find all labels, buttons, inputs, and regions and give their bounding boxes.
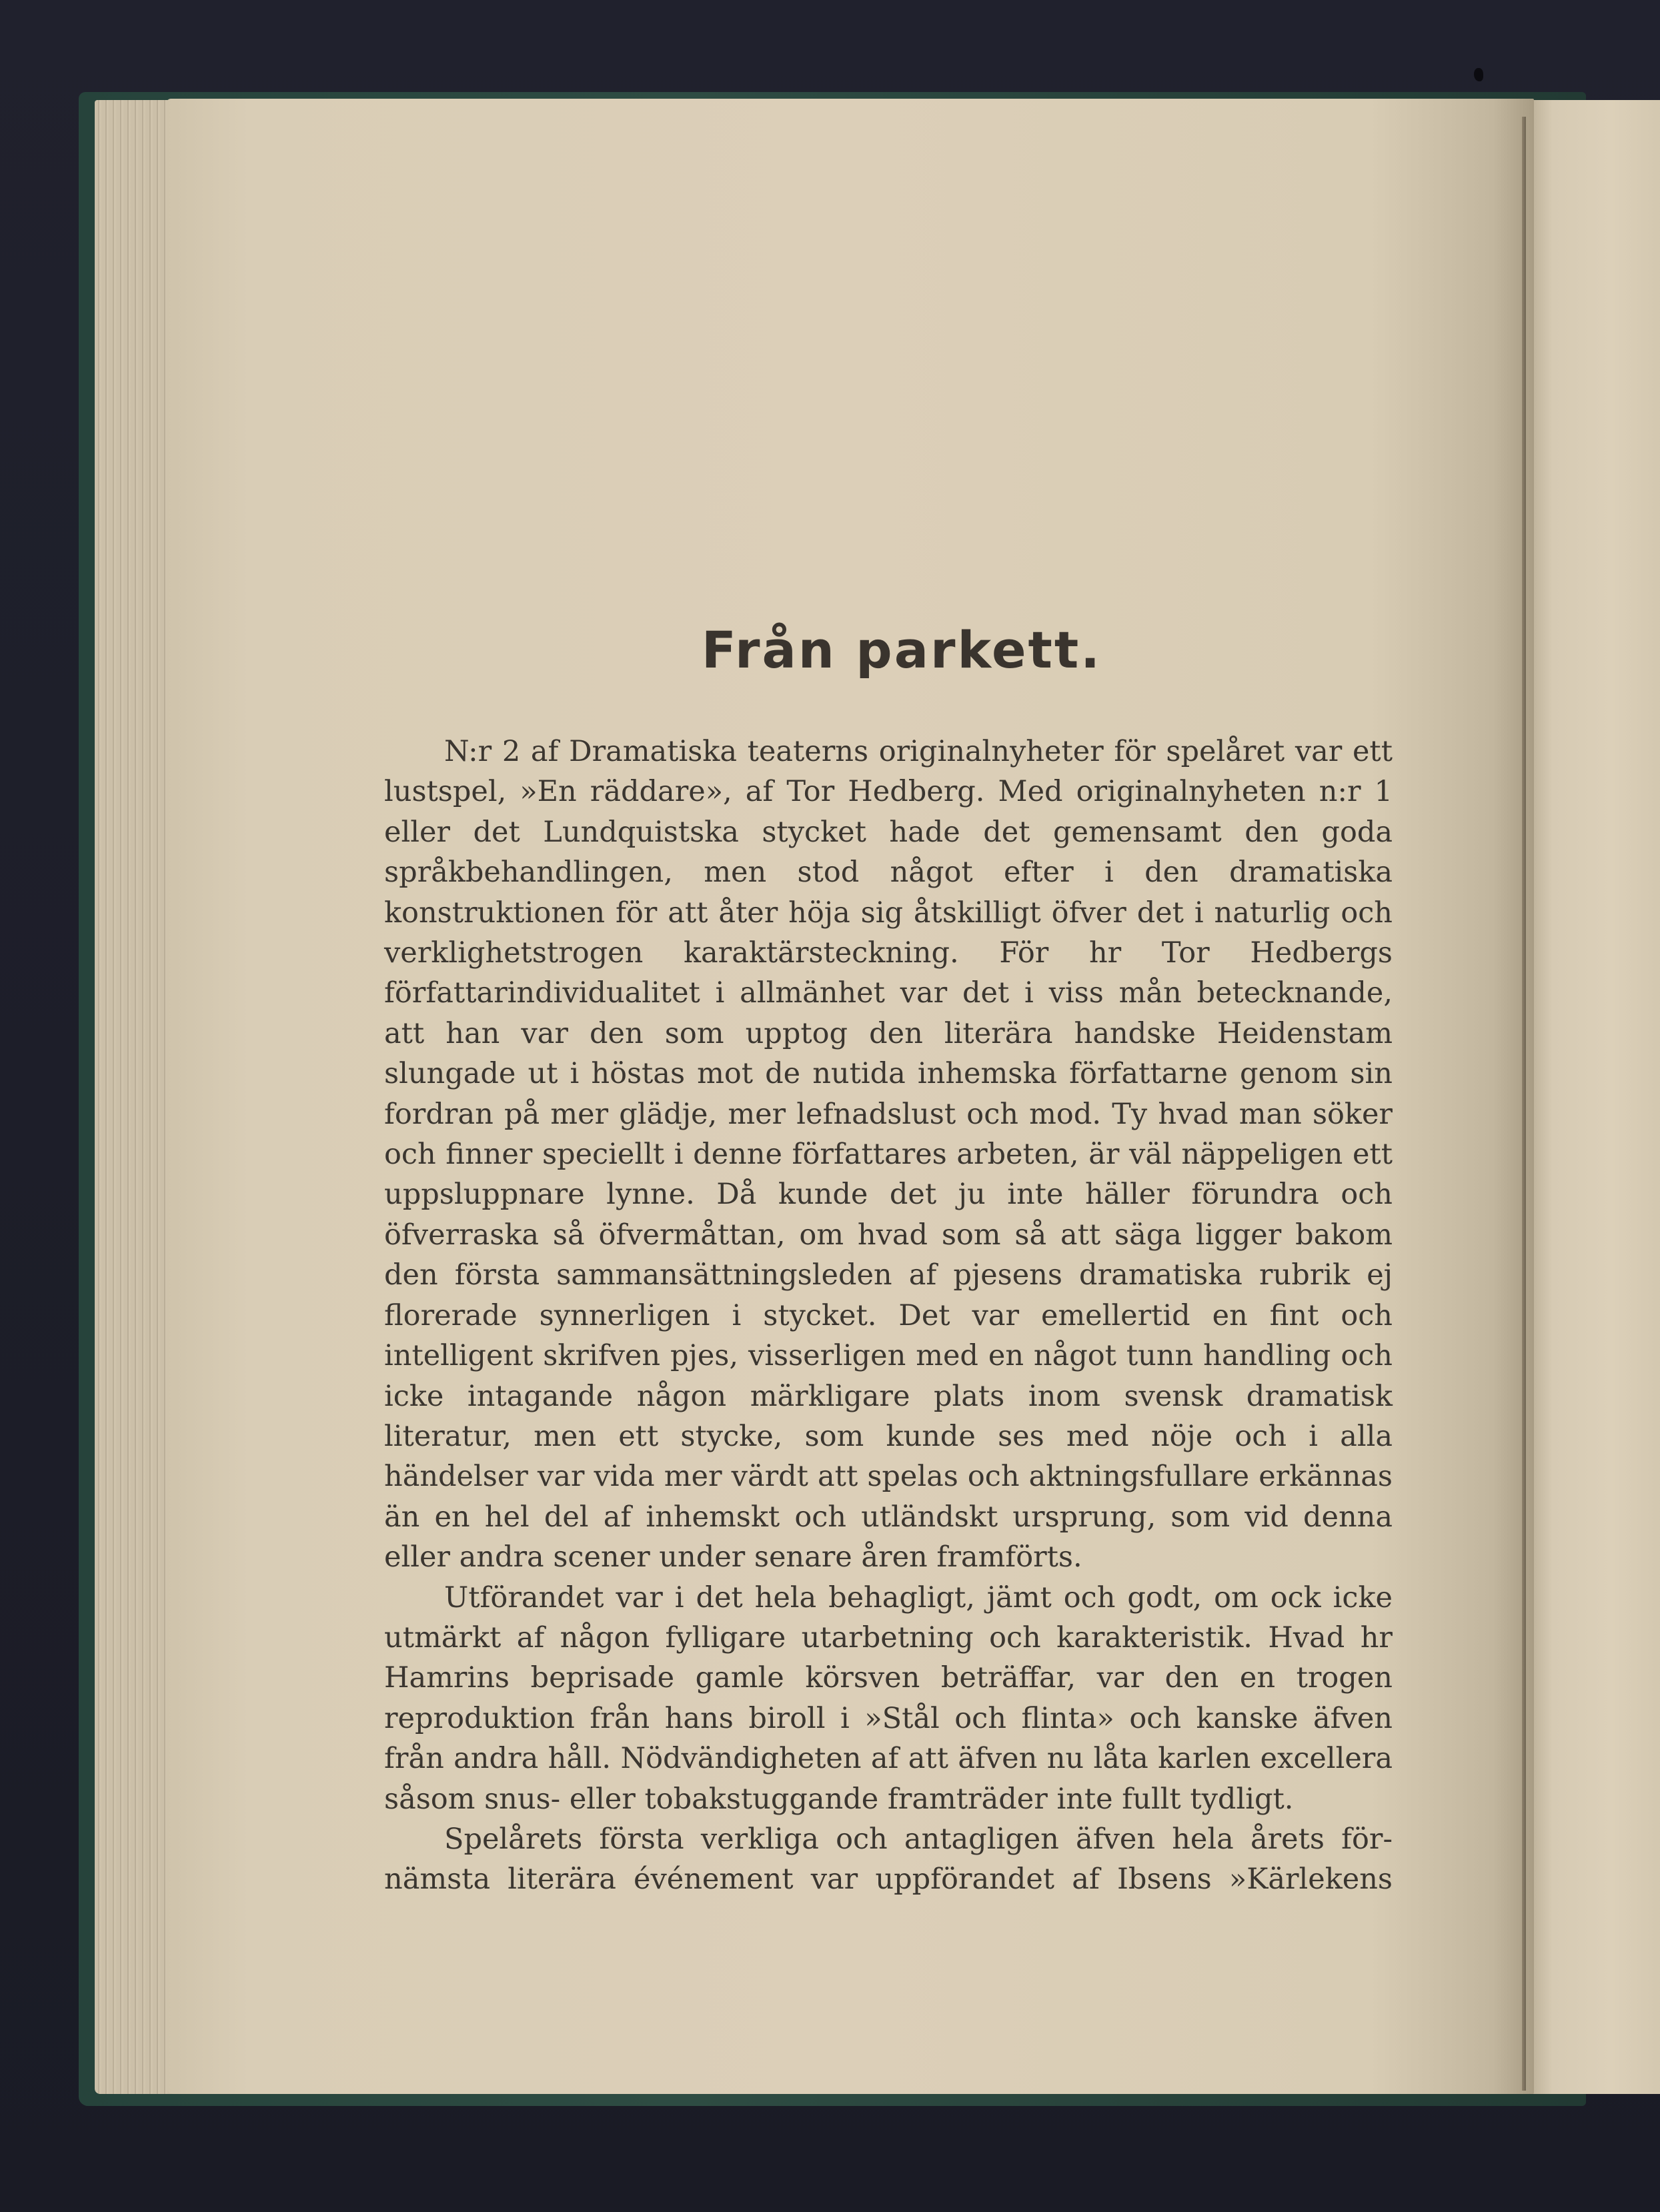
ink-spot bbox=[1474, 68, 1483, 81]
paragraph-3: Spelårets första verkliga och antagligen äfven hela årets förnämsta literära événement var uppförandet af Ibsens »Kärlekens bbox=[384, 1822, 1393, 1897]
facing-page bbox=[1527, 100, 1660, 2094]
gutter bbox=[1522, 117, 1526, 2091]
page-text bbox=[384, 620, 1393, 1900]
paragraph-2: Utförandet var i det hela behagligt, jämt och godt, om ock icke utmärkt af någon fylligare utarbetning och karakteristik. Hvad hr Hamrins beprisade gamle körsven beträffar, var den en trogen reproduktion från hans biroll i »Stål och flinta» och kanske äfven från andra håll. Nödvändigheten af att äfven nu låta karlen excellera såsom snus- eller tobakstuggande framträder inte fullt tydligt. bbox=[384, 1580, 1393, 1816]
section-title: Från parkett. bbox=[701, 620, 1102, 680]
paragraph-1: N:r 2 af Dramatiska teaterns originalnyheter för spelåret var ett lustspel, »En räddare», af Tor Hedberg. Med originalnyheten n:r 1 eller det Lundquistska stycket hade det gemensamt den goda språkbehandlingen, men stod något efter i den dramatiska konstruktionen för att åter höja sig åtskilligt öfver det i naturlig och verklighetstrogen karaktärsteckning. För hr Tor Hedbergs författarindividualitet i allmänhet var det i viss mån betecknande, att han var den som upptog den literära handske Heidenstam slungade ut i höstas mot de nutida inhemska författarne genom sin fordran på mer glädje, mer lefnadslust och mod. Ty hvad man söker och finner speciellt i denne författares arbeten, är väl näppeligen ett uppsluppnare lynne. Då kunde det ju inte häller förundra och öfverraska så öfvermåttan, om hvad som så att säga ligger bakom den första sammansättningsleden af pjesens dramatiska rubrik ej florerade synnerligen i stycket. Det var emellertid en fint och intelligent skrifven pjes, visserligen med en något tunn handling och icke intagande någon märkligare plats inom svensk dramatisk literatur, men ett stycke, som kunde ses med nöje och i alla händelser var vida mer värdt att spelas och aktningsfullare erkännas än en hel del af inhemskt och utländskt ursprung, som vid denna eller andra scener under senare åren framförts. bbox=[384, 735, 1393, 1574]
